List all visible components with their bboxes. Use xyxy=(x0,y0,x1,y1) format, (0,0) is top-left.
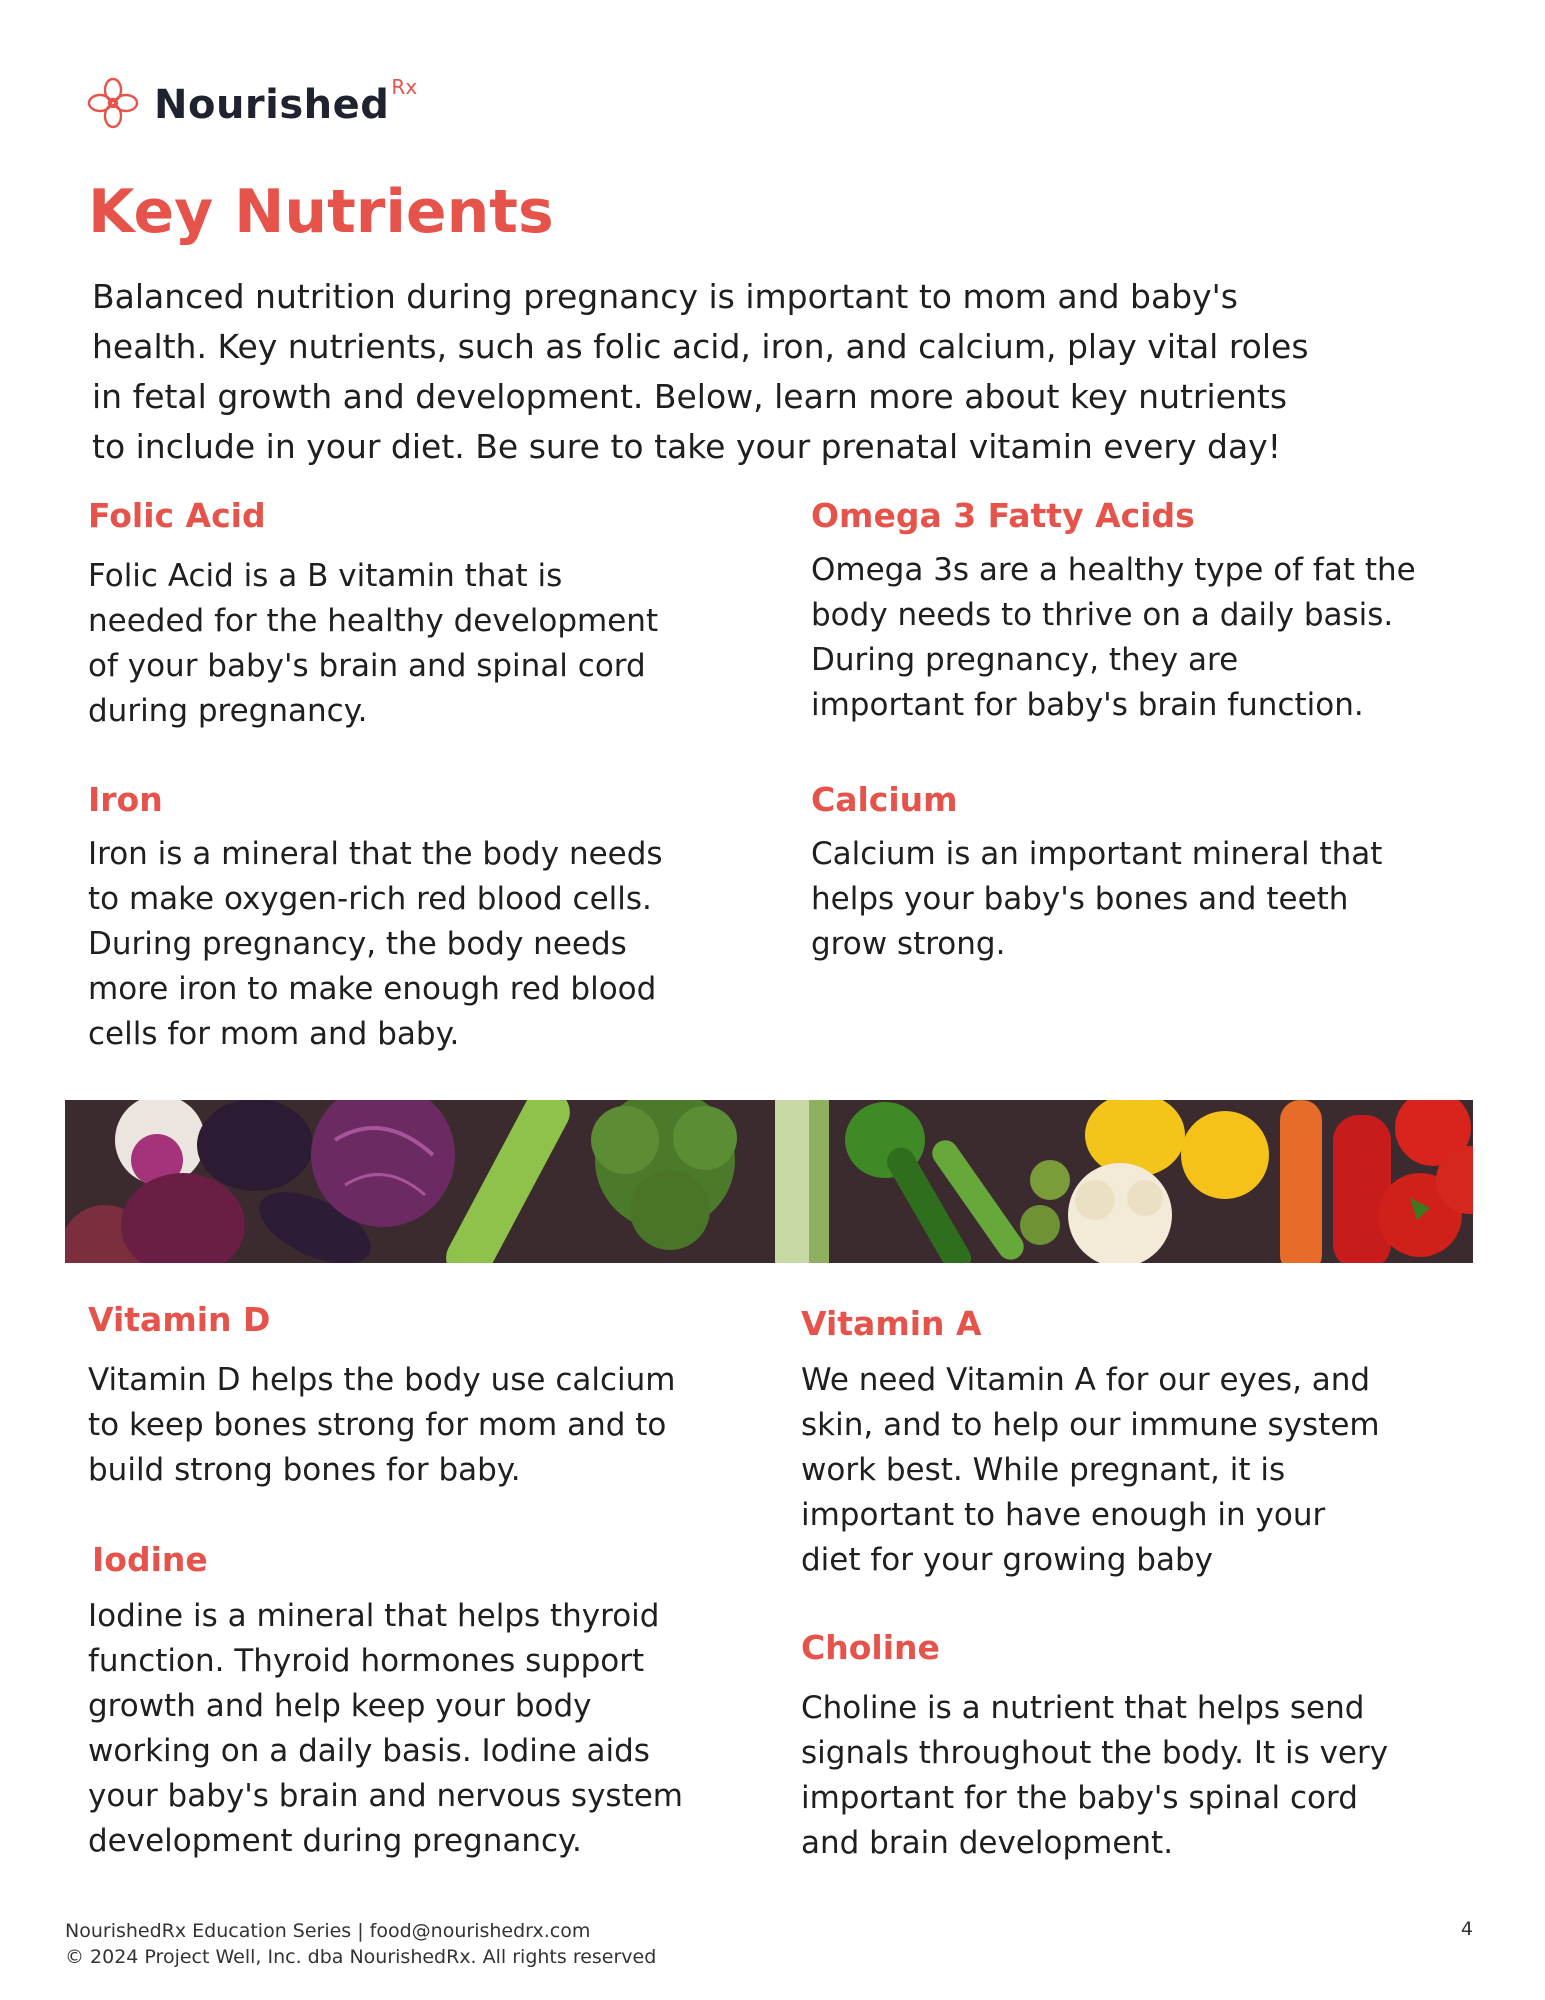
section-title: Iron xyxy=(88,780,163,819)
section-choline xyxy=(801,1628,1461,1866)
section-body: Omega 3s are a healthy type of fat the body needs to thrive on a daily basis. During pregnancy, they are important for baby's brain function. xyxy=(811,552,1416,723)
section-iron xyxy=(88,780,728,1057)
page-title: Key Nutrients xyxy=(88,177,554,247)
section-title: Omega 3 Fatty Acids xyxy=(811,496,1195,535)
section-body: Choline is a nutrient that helps send signals throughout the body. It is very important for the baby's spinal cord and brain development. xyxy=(801,1690,1389,1861)
vegetable-banner-image xyxy=(65,1100,1473,1263)
section-vitamin-a xyxy=(801,1304,1461,1583)
section-vitamin-d xyxy=(88,1300,738,1493)
section-title: Calcium xyxy=(811,780,958,819)
brand-superscript: Rx xyxy=(391,75,418,99)
section-folic-acid xyxy=(88,496,728,734)
section-omega3 xyxy=(811,496,1461,728)
brand-name: Nourished xyxy=(154,82,390,128)
footer xyxy=(65,1918,1473,1970)
section-title: Choline xyxy=(801,1628,940,1667)
intro-line: health. Key nutrients, such as folic acid, iron, and calcium, play vital roles xyxy=(92,327,1309,366)
flower-logo-icon xyxy=(86,76,140,135)
intro-line: in fetal growth and development. Below, learn more about key nutrients xyxy=(92,377,1288,416)
section-body: Iodine is a mineral that helps thyroid function. Thyroid hormones support growth and help keep your body working on a daily basis. Iodine aids your baby's brain and nervous system development during pregnancy. xyxy=(88,1598,683,1859)
intro-line: to include in your diet. Be sure to take your prenatal vitamin every day! xyxy=(92,427,1281,466)
section-title: Vitamin D xyxy=(88,1300,271,1339)
brand-logo xyxy=(86,75,418,130)
section-iodine xyxy=(88,1540,748,1864)
section-body: We need Vitamin A for our eyes, and skin, and to help our immune system work best. While pregnant, it is important to have enough in your diet for your growing baby xyxy=(801,1362,1380,1578)
section-calcium xyxy=(811,780,1461,967)
footer-copyright: © 2024 Project Well, Inc. dba NourishedRx. All rights reserved xyxy=(65,1946,657,1968)
section-title: Folic Acid xyxy=(88,496,266,535)
section-title: Vitamin A xyxy=(801,1304,982,1343)
footer-contact-line: NourishedRx Education Series | food@nourishedrx.com xyxy=(65,1920,591,1942)
section-body: Calcium is an important mineral that helps your baby's bones and teeth grow strong. xyxy=(811,836,1383,962)
intro-line: Balanced nutrition during pregnancy is important to mom and baby's xyxy=(92,277,1238,316)
page-number: 4 xyxy=(1460,1918,1473,1940)
intro-paragraph xyxy=(92,272,1412,472)
section-body: Folic Acid is a B vitamin that is needed for the healthy development of your baby's brain and spinal cord during pregnancy. xyxy=(88,558,659,729)
section-title: Iodine xyxy=(92,1540,208,1579)
section-body: Iron is a mineral that the body needs to make oxygen-rich red blood cells. During pregnancy, the body needs more iron to make enough red blood cells for mom and baby. xyxy=(88,836,663,1052)
section-body: Vitamin D helps the body use calcium to keep bones strong for mom and to build strong bones for baby. xyxy=(88,1362,676,1488)
